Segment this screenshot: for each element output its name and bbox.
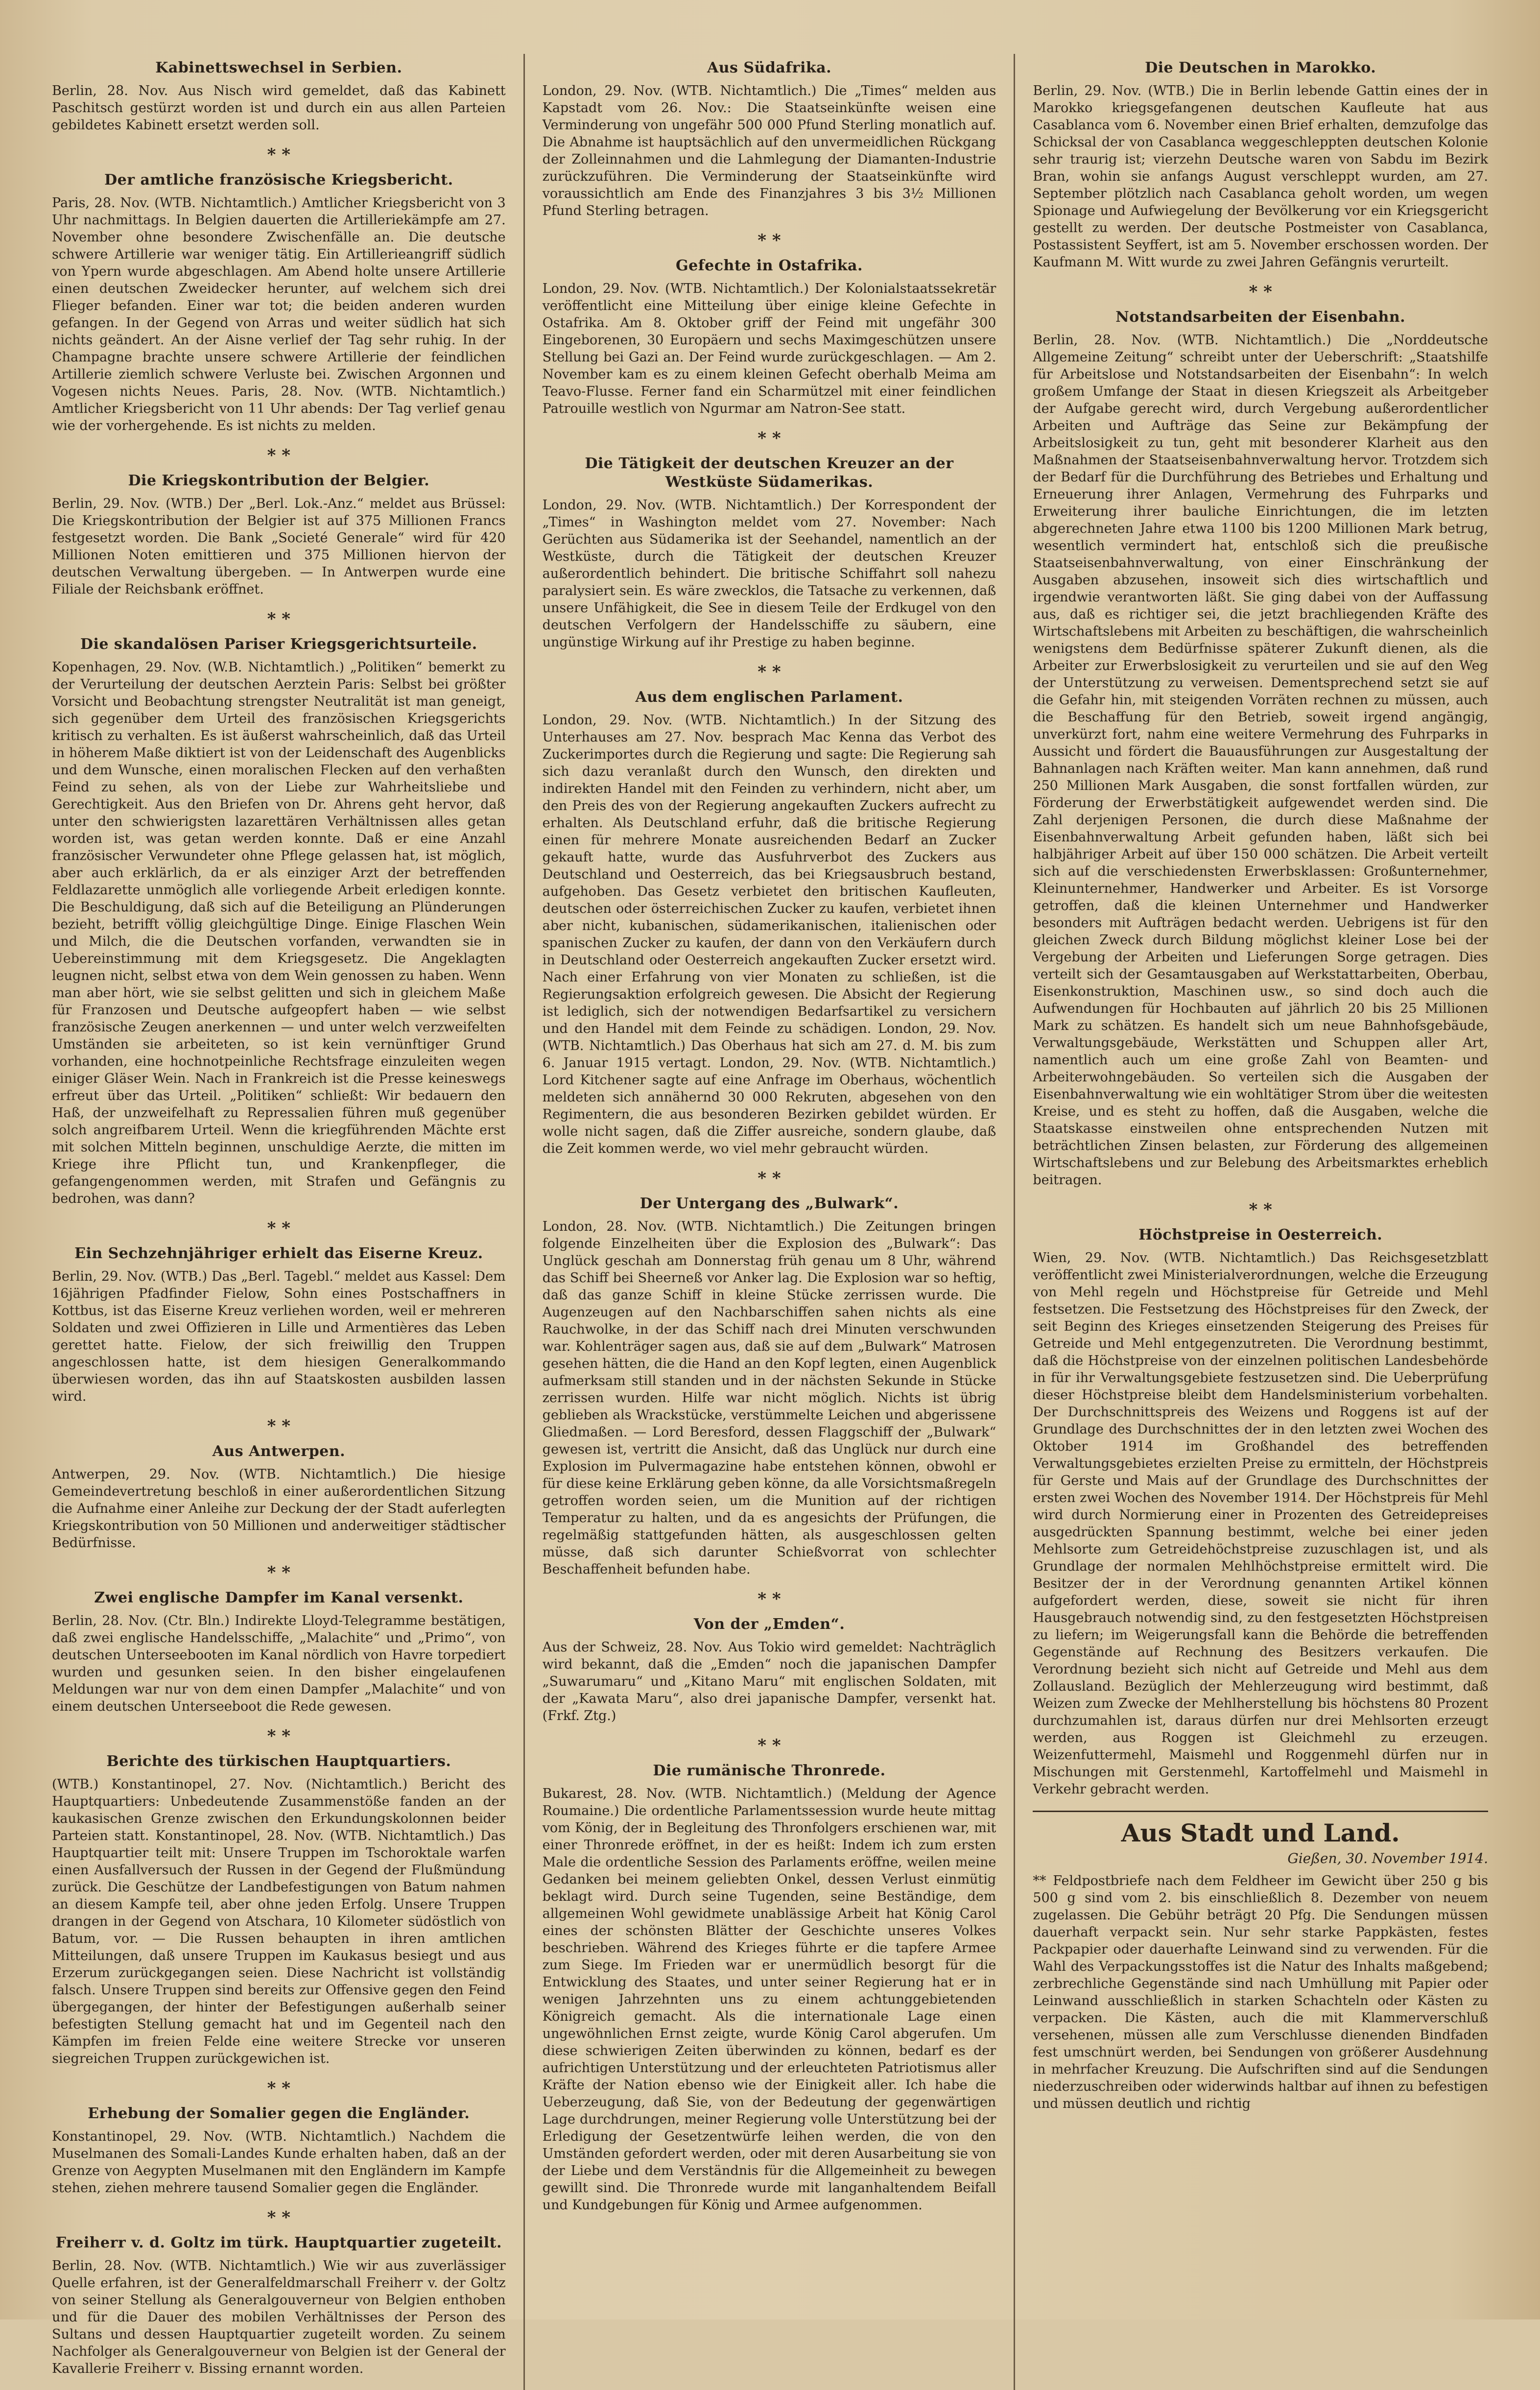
article-separator: * *	[758, 662, 781, 682]
article-body: Konstantinopel, 29. Nov. (WTB. Nichtamtlich.) Nachdem die Muselmanen des Somali-Landes Kunde erhalten haben, daß an der Grenze von Aegypten Muselmanen mit den Engländern im Kampfe stehen, ziehen mehrere tausend Somalier gegen die Engländer.	[52, 2129, 506, 2196]
article	[52, 1589, 506, 1715]
column-3-articles	[1033, 59, 1488, 1798]
article-separator: * *	[267, 2079, 291, 2098]
article-separator: * *	[267, 2208, 291, 2227]
article-body: London, 29. Nov. (WTB. Nichtamtlich.) Der Korrespondent der „Times“ in Washington meldet vom 27. November: Nach Gerüchten aus Südamerika ist der Seehandel, namentlich an der Westküste, durch die Tätigkeit der deutschen Kreuzer außerordentlich behindert. Die britische Schiffahrt soll nahezu paralysiert sein. Es wäre zwecklos, die Tatsache zu verkennen, daß unsere Unfähigkeit, die See in diesem Teile der Erdkugel von den deutschen Verfolgern der Handelsschiffe zu säubern, eine ungünstige Wirkung auf ihr Prestige zu haben beginne.	[542, 498, 996, 650]
article-body: Berlin, 29. Nov. (WTB.) Die in Berlin lebende Gattin eines der in Marokko kriegsgefangenen deutschen Kaufleute hat aus Casablanca vom 6. November einen Brief erhalten, demzufolge das Schicksal der von Casablanca weggeschleppten deutschen Kolonie sehr traurig ist; vierzehn Deutsche waren von Sabdu im Bezirk Bran, wohin sie anfangs August verschleppt wurden, am 27. September plötzlich nach Casablanca geholt worden, um wegen Spionage und Aufwiegelung der Bevölkerung vor ein Kriegsgericht gestellt zu werden. Der deutsche Postmeister von Casablanca, Postassistent Seyffert, ist am 5. November erschossen worden. Der Kaufmann M. Witt wurde zu zwei Jahren Gefängnis verurteilt.	[1033, 83, 1488, 270]
article-separator: * *	[267, 1416, 291, 1436]
column-2	[525, 54, 1016, 2390]
article-body: Antwerpen, 29. Nov. (WTB. Nichtamtlich.) Die hiesige Gemeindevertretung beschloß in einer außerordentlichen Sitzung die Aufnahme einer Anleihe zur Deckung der der Stadt auferlegten Kriegskontribution von 50 Millionen und anderweitiger städtischer Bedürfnisse.	[52, 1467, 506, 1551]
article-body: London, 29. Nov. (WTB. Nichtamtlich.) In der Sitzung des Unterhauses am 27. Nov. besprach Mac Kenna das Verbot des Zuckerimportes durch die Regierung und sagte: Die Regierung sah sich dazu veranlaßt durch den Wunsch, den direkten und indirekten Handel mit den Feinden zu verhindern, nicht aber, um den Preis des von der Regierung angekauften Zuckers aufrecht zu erhalten. Als Deutschland erfuhr, daß die britische Regierung einen für mehrere Monate ausreichenden Bedarf an Zucker gekauft hatte, wurde das Ausfuhrverbot des Zuckers aus Deutschland und Oesterreich, das bei Kriegsausbruch bestand, aufgehoben. Das Gesetz verbietet den britischen Kaufleuten, deutschen oder österreichischen Zucker zu kaufen, verbietet ihnen aber nicht, kubanischen, südamerikanischen, italienischen oder spanischen Zucker zu kaufen, der dann von den Verkäufern durch in Deutschland oder Oesterreich angekauften Zucker ersetzt wird. Nach einer Erfahrung von vier Monaten zu schließen, ist die Regierungsaktion erfolgreich gewesen. Die Absicht der Regierung ist lediglich, sich der notwendigen Bedarfsartikel zu versichern und den Handel mit dem Feinde zu schädigen. London, 29. Nov. (WTB. Nichtamtlich.) Das Oberhaus hat sich am 27. d. M. bis zum 6. Januar 1915 vertagt. London, 29. Nov. (WTB. Nichtamtlich.) Lord Kitchener sagte auf eine Anfrage im Oberhaus, wöchentlich meldeten sich annähernd 30 000 Rekruten, abgesehen von den Regimentern, die aus besonderen Bezirken gebildet würden. Er wolle nicht sagen, daß die Ziffer ausreiche, sondern glaube, daß die Zeit kommen werde, wo viel mehr gebraucht würden.	[542, 713, 996, 1156]
article-body: Paris, 28. Nov. (WTB. Nichtamtlich.) Amtlicher Kriegsbericht von 3 Uhr nachmittags. In Belgien dauerten die Artilleriekämpfe am 27. November ohne besondere Zwischenfälle an. Die deutsche schwere Artillerie war weniger tätig. Ein Artillerieangriff südlich von Ypern wurde abgeschlagen. Am Abend holte unsere Artillerie einen deutschen Zweidecker herunter, auf welchem sich drei Flieger befanden. Einer war tot; die beiden anderen wurden gefangen. In der Gegend von Arras und weiter südlich hat sich nichts geändert. An der Aisne verlief der Tag sehr ruhig. In der Champagne brachte unsere schwere Artillerie der feindlichen Artillerie ziemlich schwere Verluste bei. Zwischen Argonnen und Vogesen nichts Neues. Paris, 28. Nov. (WTB. Nichtamtlich.) Amtlicher Kriegsbericht von 11 Uhr abends: Der Tag verlief genau wie der vorhergehende. Es ist nichts zu melden.	[52, 195, 506, 433]
article-headline: Höchstpreise in Oesterreich.	[1138, 1226, 1383, 1243]
article-headline: Der Untergang des „Bulwark“.	[640, 1195, 899, 1212]
article-separator: * *	[1249, 282, 1272, 302]
article	[543, 1195, 996, 1578]
article-separator: * *	[267, 1726, 291, 1746]
article-body: Bukarest, 28. Nov. (WTB. Nichtamtlich.) (Meldung der Agence Roumaine.) Die ordentliche Parlamentssession wurde heute mittag vom König, der in Begleitung des Thronfolgers erschienen war, mit einer Thronrede eröffnet, in der es heißt: Indem ich zum ersten Male die ordentliche Session des Parlaments eröffne, weilen meine Gedanken bei meinem geliebten Onkel, dessen Verlust einmütig beklagt wird. Durch seine Tugenden, seine Beständige, dem allgemeinen Wohl gewidmete unablässige Arbeit hat König Carol eines der schönsten Blätter der Geschichte unseres Volkes beschrieben. Während des Krieges führte er die tapfere Armee zum Siege. Im Frieden war er unermüdlich besorgt für die Entwicklung des Staates, und unter seiner Regierung hat er in wenigen Jahrzehnten uns zu einem achtunggebietenden Königreich gemacht. Als die internationale Lage einen ungewöhnlichen Ernst zeigte, wurde König Carol abgerufen. Um diese schwierigen Zeiten überwinden zu können, bedarf es der aufrichtigen Unterstützung und der erleuchteten Patriotismus aller Kräfte der Nation ebenso wie der Einigkeit aller. Ich habe die Ueberzeugung, daß Sie, von der Bedeutung der gegenwärtigen Lage durchdrungen, meiner Regierung volle Unterstützung bei der Erledigung der Gesetzentwürfe leihen werden, die von den Umständen gefordert werden, oder mit deren Ausarbeitung sie von der Liebe und dem Verständnis für die Allgemeinheit zu bewegen gewillt sind. Die Thronrede wurde mit langanhaltendem Beifall und Kundgebungen für König und Armee aufgenommen.	[542, 1786, 996, 2213]
article-headline: Kabinettswechsel in Serbien.	[155, 59, 403, 76]
article	[52, 2234, 506, 2377]
article	[52, 472, 506, 598]
article	[543, 1762, 996, 2214]
article	[1033, 59, 1488, 271]
article	[52, 1244, 506, 1405]
article-headline: Aus dem englischen Parlament.	[635, 689, 903, 706]
article-body: Berlin, 28. Nov. (Ctr. Bln.) Indirekte Lloyd-Telegramme bestätigen, daß zwei englische Handelsschiffe, „Malachite“ und „Primo“, von deutschen Unterseebooten im Kanal nördlich von Havre torpediert wurden und gesunken seien. In den bisher eingelaufenen Meldungen war nur von dem einen Dampfer „Malachite“ und von einem deutschen Unterseeboot die Rede gewesen.	[52, 1613, 506, 1714]
article-headline: Berichte des türkischen Hauptquartiers.	[106, 1753, 451, 1770]
article-headline: Der amtliche französische Kriegsbericht.	[104, 171, 453, 189]
article	[52, 1442, 506, 1552]
article	[543, 688, 996, 1157]
local-news-body: ** Feldpostbriefe nach dem Feldheer im Gewicht über 250 g bis 500 g sind vom 2. bis einschließlich 8. Dezember von neuem zugelassen. Die Gebühr beträgt 20 Pfg. Die Sendungen müssen dauerhaft verpackt sein. Nur sehr starke Pappkästen, festes Packpapier oder dauerhafte Leinwand sind zu verwenden. Für die Wahl des Verpackungsstoffes ist die Natur des Inhalts maßgebend; zerbrechliche Gegenstände sind nach Umhüllung mit Papier oder Leinwand ausschließlich in starken Schachteln oder Kästen zu verpacken. Die Kästen, auch die mit Klammerverschluß versehenen, müssen alle zum Verschlusse dienenden Bindfaden fest umschnürt werden, bei Sendungen von größerer Ausdehnung in mehrfacher Kreuzung. Die Aufschriften sind auf die Sendungen niederzuschreiben oder widerwinds haltbar auf ihnen zu befestigen und müssen deutlich und richtig	[1033, 1873, 1488, 2111]
article	[52, 171, 506, 434]
article-separator: * *	[267, 446, 291, 465]
article	[1033, 1226, 1488, 1798]
article-body: Wien, 29. Nov. (WTB. Nichtamtlich.) Das Reichsgesetzblatt veröffentlicht zwei Ministerialverordnungen, welche die Erzeugung von Mehl regeln und Höchstpreise für Getreide und Mehl festsetzen. Die Festsetzung des Höchstpreises für den Zweck, der seit Beginn des Krieges einsetzenden Steigerung des Preises für Getreide und Mehl entgegenzutreten. Die Verordnung bestimmt, daß die Höchstpreise von der einzelnen politischen Landesbehörde in für ihr Verwaltungsgebiete festzusetzen sind. Die Ueberprüfung dieser Höchstpreise bleibt dem Handelsministerium vorbehalten. Der Durchschnittspreis des Weizens und Roggens ist auf der Grundlage des Durchschnittes der in den letzten zwei Wochen des Oktober 1914 im Großhandel des betreffenden Verwaltungsgebietes erzielten Preise zu ermitteln, der Höchstpreis für Gerste und Mais auf der Grundlage des Durchschnittes der ersten zwei Wochen des November 1914. Der Höchstpreis für Mehl wird durch Normierung einer in Prozenten des Getreidepreises ausgedrückten Spannung bestimmt, welche bei einer jeden Mehlsorte zum Getreidehöchstpreise zuzuschlagen ist, und als Grundlage der normalen Mehlhöchstpreise ermittelt wird. Die Besitzer der in der Verordnung genannten Artikel können aufgefordert werden, diese, soweit sie nicht für ihren Hausgebrauch notwendig sind, zu den festgesetzten Höchstpreisen zu liefern; im Weigerungsfall kann die Behörde die betreffenden Gegenstände auf Rechnung des Besitzers verkaufen. Die Verordnung bezieht sich nicht auf Getreide und Mehl aus dem Zollausland. Bezüglich der Mehlerzeugung wird bestimmt, daß Weizen zum Zwecke der Mehlherstellung bis höchstens 80 Prozent durchzumahlen ist, daraus dürfen nur drei Mehlsorten erzeugt werden, aus Roggen ist Gleichmehl zu erzeugen. Weizenfuttermehl, Maismehl und Roggenmehl dürfen nur in Mischungen mit Gerstenmehl, Kartoffelmehl und Maismehl in Verkehr gebracht werden.	[1033, 1250, 1488, 1797]
article-body: Aus der Schweiz, 28. Nov. Aus Tokio wird gemeldet: Nachträglich wird bekannt, daß die „Emden“ noch die japanischen Dampfer „Suwarumaru“ und „Kitano Maru“ mit englischen Soldaten, mit der „Kawata Maru“, also drei japanische Dampfer, versenkt hat. (Frkf. Ztg.)	[542, 1640, 996, 1723]
article-separator: * *	[758, 1589, 781, 1609]
column-1	[34, 54, 525, 2390]
article	[52, 2104, 506, 2197]
article-separator: * *	[267, 1219, 291, 1238]
article-headline: Die skandalösen Pariser Kriegsgerichtsurteile.	[80, 636, 477, 653]
article-headline: Die Tätigkeit der deutschen Kreuzer an der Westküste Südamerikas.	[585, 455, 954, 491]
article	[52, 1752, 506, 2067]
article-separator: * *	[758, 429, 781, 448]
article-body: Berlin, 28. Nov. Aus Nisch wird gemeldet, daß das Kabinett Paschitsch gestürzt worden ist und durch ein aus allen Parteien gebildetes Kabinett ersetzt werden soll.	[52, 83, 506, 133]
article-body: London, 29. Nov. (WTB. Nichtamtlich.) Die „Times“ melden aus Kapstadt vom 26. Nov.: Die Staatseinkünfte weisen eine Verminderung von ungefähr 500 000 Pfund Sterling monatlich auf. Die Abnahme ist hauptsächlich auf den unvermeidlichen Rückgang der Zolleinnahmen und die Lahmlegung der Diamanten-Industrie zurückzuführen. Die Verminderung der Staatseinkünfte wird voraussichtlich am Ende des Finanzjahres 3 bis 3½ Millionen Pfund Sterling betragen.	[542, 83, 996, 218]
article	[543, 454, 996, 651]
article-separator: * *	[1249, 1200, 1272, 1219]
section-rule	[1033, 1811, 1488, 1812]
article	[543, 257, 996, 417]
article	[52, 59, 506, 134]
columns	[34, 54, 1506, 2376]
article-separator: * *	[267, 609, 291, 629]
article-body: London, 29. Nov. (WTB. Nichtamtlich.) Der Kolonialstaatssekretär veröffentlicht eine Mitteilung über einige kleine Gefechte in Ostafrika. Am 8. Oktober griff der Feind mit ungefähr 300 Eingeborenen, 30 Europäern und sechs Maximgeschützen unsere Stellung bei Gazi an. Der Feind wurde zurückgeschlagen. — Am 2. November kam es zu einem kleinen Gefecht oberhalb Meima am Teavo-Flusse. Ferner fand ein Scharmützel mit einer feindlichen Patrouille westlich von Ngurmar am Natron-See statt.	[542, 281, 996, 416]
article-body: Berlin, 29. Nov. (WTB.) Der „Berl. Lok.-Anz.“ meldet aus Brüssel: Die Kriegskontribution der Belgier ist auf 375 Millionen Francs festgesetzt worden. Die Bank „Societé Generale“ wird für 420 Millionen Noten emittieren und 375 Millionen hiervon der deutschen Verwaltung übergeben. — In Antwerpen wurde eine Filiale der Reichsbank eröffnet.	[52, 496, 506, 597]
article	[543, 1615, 996, 1724]
local-dateline: Gießen, 30. November 1914.	[1287, 1850, 1488, 1866]
article-separator: * *	[267, 1563, 291, 1582]
article	[543, 59, 996, 219]
article-headline: Erhebung der Somalier gegen die Engländer.	[88, 2105, 470, 2122]
article-headline: Von der „Emden“.	[693, 1616, 845, 1633]
article-headline: Aus Südafrika.	[707, 59, 832, 76]
article-body: Berlin, 28. Nov. (WTB. Nichtamtlich.) Die „Norddeutsche Allgemeine Zeitung“ schreibt unter der Ueberschrift: „Staatshilfe für Arbeitslose und Notstandsarbeiten der Eisenbahn“: In welch großem Umfange der Staat in diesen Kriegszeit als Arbeitgeber der Aufgabe gerecht wird, durch Vergebung außerordentlicher Arbeiten und Aufträge das Seine zur Bekämpfung der Arbeitslosigkeit zu tun, geht mit besonderer Klarheit aus den Maßnahmen der Staatseisenbahnverwaltung hervor. Trotzdem sich der Bedarf für die Durchführung des Betriebes und Erhaltung und Erneuerung ihrer Anlagen, Vermehrung des Fuhrparks und Erweiterung ihrer bauliche Einrichtungen, die im letzten abgerechneten Jahre etwa 1100 bis 1200 Millionen Mark betrug, wesentlich vermindert hat, entschloß sich die preußische Staatseisenbahnverwaltung, von einer Einschränkung der Ausgaben abzusehen, insoweit sich dies wirtschaftlich und irgendwie verantworten läßt. Sie ging dabei von der Auffassung aus, daß es richtiger sei, die jetzt brachliegenden Kräfte des Wirtschaftslebens mit Arbeiten zu beschäftigen, die wahrscheinlich wenigstens dem Bedürfnisse späterer Zukunft dienen, als die Arbeiter zur Erwerbslosigkeit zu verurteilen und sie auf den Weg der Unterstützung zu verweisen. Dementsprechend setzt sie auf die Gefahr hin, mit steigenden Vorräten rechnen zu müssen, auch die Beschaffung für den Betrieb, soweit irgend angängig, unverkürzt fort, nahm eine weitere Vermehrung des Fuhrparks in Aussicht und fördert die Bauausführungen zur Ausgestaltung der Bahnanlagen nach Kräften weiter. Man kann annehmen, daß rund 250 Millionen Mark Ausgaben, die sonst fortfallen würden, zur Förderung der Erwerbstätigkeit aufgewendet werden sind. Die Zahl derjenigen Personen, die durch diese Maßnahme der Eisenbahnverwaltung Arbeit gefunden haben, läßt sich bei halbjähriger Arbeit auf über 150 000 schätzen. Die Arbeit verteilt sich auf die verschiedensten Erwerbsklassen: Großunternehmer, Kleinunternehmer, Handwerker und Arbeiter. Es ist Vorsorge getroffen, daß die kleinen Unternehmer und Handwerker besonders mit Aufträgen bedacht werden. Uebrigens ist für den gleichen Zweck durch Bildung möglichst kleiner Lose bei der Vergebung der Arbeiten und Lieferungen Sorge getragen. Dies verteilt sich der Gesamtausgaben auf Werkstattarbeiten, Oberbau, Eisenkonstruktion, Maschinen usw., so sind doch auch die Aufwendungen für Hochbauten auf jährlich 20 bis 25 Millionen Mark zu schätzen. Es handelt sich um neue Bahnhofsgebäude, Verwaltungsgebäude, Werkstätten und Schuppen aller Art, namentlich auch um eine große Zahl von Beamten- und Arbeiterwohngebäuden. So verteilen sich die Ausgaben der Eisenbahnverwaltung wie ein wohltätiger Strom über die weitesten Kreise, und es steht zu hoffen, daß die Ausgaben, welche die Staatskasse einstweilen ohne entsprechenden Nutzen mit beträchtlichen Zinsen belasten, zur Förderung des allgemeinen Wirtschaftslebens und zur Belebung des Arbeitsmarktes erheblich beitragen.	[1033, 333, 1488, 1188]
article-headline: Freiherr v. d. Goltz im türk. Hauptquartier zugeteilt.	[55, 2234, 502, 2251]
article-headline: Zwei englische Dampfer im Kanal versenkt.	[94, 1589, 464, 1606]
article-headline: Ein Sechzehnjähriger erhielt das Eiserne Kreuz.	[74, 1245, 483, 1262]
article-headline: Gefechte in Ostafrika.	[676, 257, 863, 274]
article-headline: Die Deutschen in Marokko.	[1145, 59, 1376, 76]
article-headline: Die rumänische Thronrede.	[653, 1762, 886, 1779]
article-body: (WTB.) Konstantinopel, 27. Nov. (Nichtamtlich.) Bericht des Hauptquartiers: Unbedeutende Zusammenstöße fanden an der kaukasischen Grenze zwischen den Erkundungskolonnen beider Parteien statt. Konstantinopel, 28. Nov. (WTB. Nichtamtlich.) Das Hauptquartier teilt mit: Unsere Truppen im Tschoroktale warfen einen Ausfallversuch der Russen in der Gegend der Flußmündung zurück. Die Geschütze der Landbefestigungen von Batum nahmen an diesem Kampfe teil, aber ohne jeden Erfolg. Unsere Truppen drangen in der Gegend von Atschara, 10 Kilometer südöstlich von Batum, vor. — Die Russen behaupten in ihren amtlichen Mitteilungen, daß unsere Truppen im Kaukasus besiegt und aus Erzerum zurückgegangen seien. Diese Nachricht ist vollständig falsch. Unsere Truppen sind bereits zur Offensive gegen den Feind übergegangen, der hinter der Befestigungen außerhalb seiner befestigten Stellung gemacht hat und im Gegenteil nach den Kämpfen im freien Felde eine weitere Strecke vor unseren siegreichen Truppen zurückgewichen ist.	[52, 1777, 506, 2066]
article-body: Berlin, 28. Nov. (WTB. Nichtamtlich.) Wie wir aus zuverlässiger Quelle erfahren, ist der Generalfeldmarschall Freiherr v. der Goltz von seiner Stellung als Generalgouverneur von Belgien enthoben und für die Dauer des mobilen Verhältnisses der Person des Sultans und dessen Hauptquartier zugeteilt worden. Zu seinem Nachfolger als Generalgouverneur von Belgien ist der General der Kavallerie Freiherr v. Bissing ernannt worden.	[52, 2258, 506, 2376]
article-body: Kopenhagen, 29. Nov. (W.B. Nichtamtlich.) „Politiken“ bemerkt zu der Verurteilung der deutschen Aerztein Paris: Selbst bei größter Vorsicht und Beobachtung strengster Neutralität ist man geneigt, sich gegenüber dem Urteil des französischen Kriegsgerichts kritisch zu verhalten. Es ist äußerst wahrscheinlich, daß das Urteil in höherem Maße diktiert ist von der Leidenschaft des Augenblicks und dem Wunsche, einen moralischen Flecken auf den verhaßten Feind zu sehen, als von der Liebe zur Wahrheitsliebe und Gerechtigkeit. Aus den Briefen von Dr. Ahrens geht hervor, daß unter den schwierigsten lazarettären Verhältnissen alles getan worden ist, was getan werden konnte. Daß er eine Anzahl französischer Verwundeter ohne Pflege gelassen hat, ist möglich, aber auch erklärlich, da er als einziger Arzt der betreffenden Feldlazarette unmöglich alle vorliegende Arbeit erledigen konnte. Die Beschuldigung, daß sich auf die Beteiligung an Plünderungen bezieht, betrifft völlig gleichgültige Dinge. Einige Flaschen Wein und Milch, die die Deutschen vorfanden, verwandten sie in Uebereinstimmung mit dem Kriegsgesetz. Die Angeklagten leugnen nicht, selbst etwa von dem Wein genossen zu haben. Wenn man aber hört, wie sie selbst gelitten und sich in gleichem Maße für Franzosen und Deutsche aufgeopfert haben — wie selbst französische Zeugen anerkennen — und unter welch verzweifelten Umständen sie arbeiteten, so ist kein vernünftiger Grund vorhanden, eine hochnotpeinliche Rechtsfrage einzuleiten wegen einiger Gläser Wein. Nach in Frankreich ist die Presse keineswegs erfreut über das Urteil. „Politiken“ schließt: Wir bedauern den Haß, der unzweifelhaft zu Repressalien führen muß gegenüber solch angreifbarem Urteil. Wenn die kriegführenden Mächte erst mit solchen Mitteln beginnen, unschuldige Aerzte, die mitten im Kriege ihre Pflicht tun, und Krankenpfleger, die gefangengenommen werden, mit Strafen und Gefängnis zu bedrohen, was dann?	[52, 660, 506, 1206]
article-headline: Die Kriegskontribution der Belgier.	[128, 472, 430, 489]
article	[52, 635, 506, 1207]
column-3	[1015, 54, 1506, 2390]
article-body: Berlin, 29. Nov. (WTB.) Das „Berl. Tagebl.“ meldet aus Kassel: Dem 16jährigen Pfadfinder Fielow, Sohn eines Postschaffners in Kottbus, ist das Eiserne Kreuz verliehen worden, weil er mehreren Soldaten und zwei Offizieren in Lille und Armentières das Leben gerettet hatte. Fielow, der sich freiwillig den Truppen angeschlossen hatte, ist dem hiesigen Generalkommando überwiesen worden, das ihn auf Staatskosten ausbilden lassen wird.	[52, 1269, 506, 1404]
article-separator: * *	[758, 1736, 781, 1755]
article-headline: Notstandsarbeiten der Eisenbahn.	[1115, 309, 1406, 326]
local-section-title: Aus Stadt und Land.	[1121, 1818, 1400, 1847]
article-body: London, 28. Nov. (WTB. Nichtamtlich.) Die Zeitungen bringen folgende Einzelheiten über die Explosion des „Bulwark“: Das Unglück geschah am Donnerstag früh genau um 8 Uhr, während das Schiff bei Sheerneß vor Anker lag. Die Explosion war so heftig, daß das ganze Schiff in kleine Stücke zerrissen wurde. Die Augenzeugen auf den Nachbarschiffen sahen nichts als eine Rauchwolke, in der das Schiff nach drei Minuten verschwunden war. Kohlenträger sagen aus, daß sie auf dem „Bulwark“ Matrosen gesehen hätten, die die Hand an den Kopf legten, einen Augenblick aufmerksam still standen und in der nächsten Sekunde in Stücke zerrissen wurden. Hilfe war nicht möglich. Nichts ist übrig geblieben als Wrackstücke, verstümmelte Leichen und abgerissene Gliedmaßen. — Lord Beresford, dessen Flaggschiff der „Bulwark“ gewesen ist, vertritt die Ansicht, daß das Unglück nur durch eine Explosion im Pulvermagazine habe entstehen können, obwohl er für diese keine Erklärung geben könne, da alle Vorsichtsmaßregeln getroffen worden seien, um die Munition auf der richtigen Temperatur zu halten, und da es angesichts der Prüfungen, die regelmäßig stattgefunden hätten, als ausgeschlossen gelten müsse, daß sich darunter Schießvorrat von schlechter Beschaffenheit befunden habe.	[542, 1219, 996, 1577]
article-headline: Aus Antwerpen.	[212, 1443, 346, 1460]
article-separator: * *	[758, 1169, 781, 1188]
article	[1033, 308, 1488, 1189]
article-separator: * *	[267, 145, 291, 165]
article-separator: * *	[758, 231, 781, 250]
